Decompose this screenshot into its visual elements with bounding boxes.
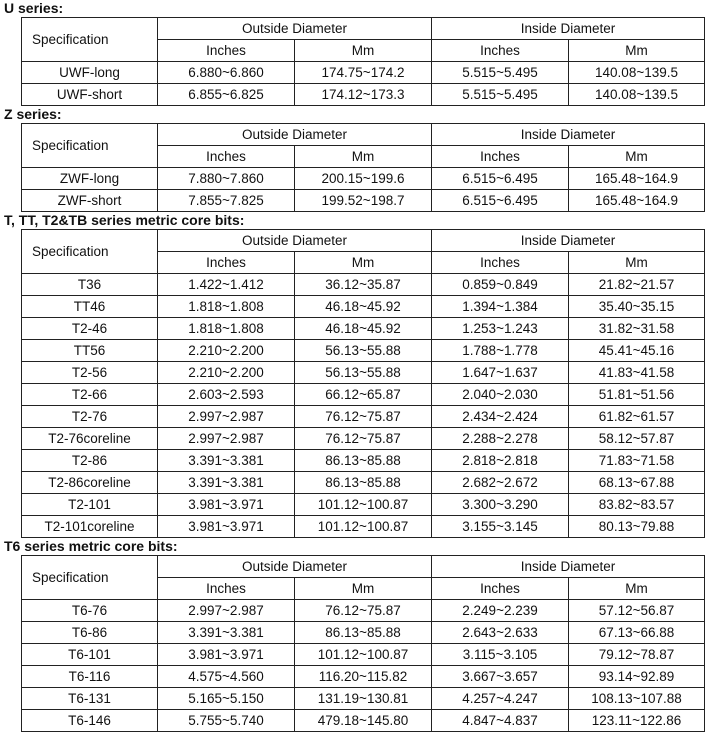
outside-inches-header: Inches <box>158 40 295 62</box>
outside-mm-cell: 101.12~100.87 <box>295 516 432 538</box>
inside-inches-cell: 4.847~4.837 <box>432 710 569 732</box>
inside-inches-cell: 2.249~2.239 <box>432 600 569 622</box>
inside-mm-header: Mm <box>569 578 705 600</box>
outside-inches-cell: 1.818~1.808 <box>158 296 295 318</box>
table-row <box>22 666 705 688</box>
table-row <box>22 296 705 318</box>
spec-cell: T2-101 <box>22 494 158 516</box>
inside-mm-cell: 67.13~66.88 <box>569 622 705 644</box>
inside-inches-header: Inches <box>432 578 569 600</box>
section-title: T6 series metric core bits: <box>4 538 178 554</box>
inside-mm-cell: 21.82~21.57 <box>569 274 705 296</box>
table-row <box>22 494 705 516</box>
inside-mm-cell: 79.12~78.87 <box>569 644 705 666</box>
outside-inches-cell: 2.997~2.987 <box>158 600 295 622</box>
inside-diameter-header: Inside Diameter <box>432 230 705 252</box>
inside-diameter-header: Inside Diameter <box>432 124 705 146</box>
inside-mm-cell: 83.82~83.57 <box>569 494 705 516</box>
outside-mm-header: Mm <box>295 146 432 168</box>
outside-inches-cell: 5.755~5.740 <box>158 710 295 732</box>
specification-header: Specification <box>22 18 158 62</box>
spec-cell: T6-131 <box>22 688 158 710</box>
outside-inches-header: Inches <box>158 146 295 168</box>
table-row <box>22 710 705 732</box>
specification-header: Specification <box>22 230 158 274</box>
outside-mm-cell: 86.13~85.88 <box>295 472 432 494</box>
inside-diameter-header: Inside Diameter <box>432 18 705 40</box>
table-row <box>22 62 705 84</box>
outside-mm-cell: 76.12~75.87 <box>295 428 432 450</box>
outside-inches-cell: 5.165~5.150 <box>158 688 295 710</box>
inside-mm-cell: 71.83~71.58 <box>569 450 705 472</box>
table-row <box>22 340 705 362</box>
outside-inches-cell: 7.880~7.860 <box>158 168 295 190</box>
outside-inches-cell: 3.391~3.381 <box>158 622 295 644</box>
spec-cell: ZWF-short <box>22 190 158 212</box>
table-row <box>22 384 705 406</box>
outside-mm-cell: 174.12~173.3 <box>295 84 432 106</box>
table-row <box>22 274 705 296</box>
table-row <box>22 84 705 106</box>
outside-mm-cell: 101.12~100.87 <box>295 644 432 666</box>
outside-mm-cell: 76.12~75.87 <box>295 406 432 428</box>
inside-diameter-header: Inside Diameter <box>432 556 705 578</box>
inside-inches-cell: 3.667~3.657 <box>432 666 569 688</box>
outside-mm-cell: 46.18~45.92 <box>295 318 432 340</box>
inside-inches-header: Inches <box>432 252 569 274</box>
outside-inches-cell: 1.818~1.808 <box>158 318 295 340</box>
inside-mm-header: Mm <box>569 146 705 168</box>
outside-inches-cell: 4.575~4.560 <box>158 666 295 688</box>
inside-inches-cell: 3.115~3.105 <box>432 644 569 666</box>
table-row <box>22 688 705 710</box>
spec-cell: UWF-short <box>22 84 158 106</box>
spec-cell: T6-116 <box>22 666 158 688</box>
table-row <box>22 472 705 494</box>
spec-table-t6-series-metric-core-bits <box>21 555 705 732</box>
inside-inches-cell: 2.288~2.278 <box>432 428 569 450</box>
spec-cell: T2-66 <box>22 384 158 406</box>
inside-mm-cell: 165.48~164.9 <box>569 168 705 190</box>
table-row <box>22 318 705 340</box>
spec-cell: T2-76coreline <box>22 428 158 450</box>
table-row <box>22 516 705 538</box>
outside-diameter-header: Outside Diameter <box>158 124 432 146</box>
inside-mm-cell: 61.82~61.57 <box>569 406 705 428</box>
table-row <box>22 190 705 212</box>
inside-inches-cell: 1.394~1.384 <box>432 296 569 318</box>
outside-mm-cell: 76.12~75.87 <box>295 600 432 622</box>
outside-mm-cell: 86.13~85.88 <box>295 622 432 644</box>
table-row <box>22 362 705 384</box>
inside-inches-cell: 1.647~1.637 <box>432 362 569 384</box>
section-title: Z series: <box>4 106 62 122</box>
outside-mm-cell: 66.12~65.87 <box>295 384 432 406</box>
section-title: U series: <box>4 0 64 16</box>
header-row <box>22 230 705 252</box>
inside-inches-cell: 3.300~3.290 <box>432 494 569 516</box>
spec-cell: T2-86coreline <box>22 472 158 494</box>
inside-inches-header: Inches <box>432 146 569 168</box>
outside-mm-header: Mm <box>295 40 432 62</box>
outside-inches-cell: 6.880~6.860 <box>158 62 295 84</box>
outside-inches-cell: 3.981~3.971 <box>158 494 295 516</box>
outside-mm-cell: 46.18~45.92 <box>295 296 432 318</box>
spec-cell: ZWF-long <box>22 168 158 190</box>
inside-inches-cell: 2.643~2.633 <box>432 622 569 644</box>
spec-table-u-series <box>21 17 705 106</box>
outside-mm-header: Mm <box>295 578 432 600</box>
outside-inches-cell: 2.997~2.987 <box>158 406 295 428</box>
outside-mm-cell: 116.20~115.82 <box>295 666 432 688</box>
spec-cell: T6-76 <box>22 600 158 622</box>
outside-mm-cell: 56.13~55.88 <box>295 362 432 384</box>
inside-mm-cell: 57.12~56.87 <box>569 600 705 622</box>
table-row <box>22 622 705 644</box>
spec-cell: T2-86 <box>22 450 158 472</box>
inside-inches-cell: 6.515~6.495 <box>432 190 569 212</box>
spec-cell: UWF-long <box>22 62 158 84</box>
inside-mm-cell: 80.13~79.88 <box>569 516 705 538</box>
outside-inches-cell: 3.981~3.971 <box>158 644 295 666</box>
outside-inches-cell: 1.422~1.412 <box>158 274 295 296</box>
outside-inches-header: Inches <box>158 578 295 600</box>
outside-inches-cell: 2.997~2.987 <box>158 428 295 450</box>
outside-inches-cell: 6.855~6.825 <box>158 84 295 106</box>
inside-inches-header: Inches <box>432 40 569 62</box>
outside-mm-cell: 174.75~174.2 <box>295 62 432 84</box>
spec-table-t-tt-t2-tb-series-metric-core-bits <box>21 229 705 538</box>
outside-mm-cell: 199.52~198.7 <box>295 190 432 212</box>
spec-cell: TT46 <box>22 296 158 318</box>
inside-inches-cell: 5.515~5.495 <box>432 84 569 106</box>
spec-cell: T2-56 <box>22 362 158 384</box>
outside-mm-cell: 131.19~130.81 <box>295 688 432 710</box>
header-row <box>22 556 705 578</box>
inside-mm-cell: 140.08~139.5 <box>569 62 705 84</box>
inside-mm-cell: 51.81~51.56 <box>569 384 705 406</box>
spec-cell: T36 <box>22 274 158 296</box>
table-row <box>22 644 705 666</box>
outside-inches-header: Inches <box>158 252 295 274</box>
outside-diameter-header: Outside Diameter <box>158 230 432 252</box>
specification-header: Specification <box>22 556 158 600</box>
spec-cell: T6-86 <box>22 622 158 644</box>
table-row <box>22 168 705 190</box>
outside-diameter-header: Outside Diameter <box>158 18 432 40</box>
inside-inches-cell: 4.257~4.247 <box>432 688 569 710</box>
outside-mm-cell: 86.13~85.88 <box>295 450 432 472</box>
outside-inches-cell: 3.391~3.381 <box>158 472 295 494</box>
outside-mm-cell: 200.15~199.6 <box>295 168 432 190</box>
inside-inches-cell: 2.434~2.424 <box>432 406 569 428</box>
outside-mm-header: Mm <box>295 252 432 274</box>
specification-header: Specification <box>22 124 158 168</box>
outside-mm-cell: 101.12~100.87 <box>295 494 432 516</box>
header-row <box>22 18 705 40</box>
spec-cell: T6-101 <box>22 644 158 666</box>
outside-inches-cell: 3.981~3.971 <box>158 516 295 538</box>
spec-cell: T2-101coreline <box>22 516 158 538</box>
section-title: T, TT, T2&TB series metric core bits: <box>4 212 245 228</box>
spec-cell: T2-46 <box>22 318 158 340</box>
spec-cell: T6-146 <box>22 710 158 732</box>
inside-inches-cell: 1.253~1.243 <box>432 318 569 340</box>
inside-mm-cell: 35.40~35.15 <box>569 296 705 318</box>
inside-mm-cell: 45.41~45.16 <box>569 340 705 362</box>
spec-cell: TT56 <box>22 340 158 362</box>
outside-inches-cell: 2.603~2.593 <box>158 384 295 406</box>
inside-inches-cell: 2.818~2.818 <box>432 450 569 472</box>
inside-inches-cell: 5.515~5.495 <box>432 62 569 84</box>
table-row <box>22 600 705 622</box>
table-row <box>22 406 705 428</box>
inside-mm-cell: 93.14~92.89 <box>569 666 705 688</box>
outside-inches-cell: 7.855~7.825 <box>158 190 295 212</box>
inside-inches-cell: 0.859~0.849 <box>432 274 569 296</box>
table-row <box>22 450 705 472</box>
inside-mm-cell: 41.83~41.58 <box>569 362 705 384</box>
table-row <box>22 428 705 450</box>
outside-mm-cell: 479.18~145.80 <box>295 710 432 732</box>
outside-inches-cell: 3.391~3.381 <box>158 450 295 472</box>
outside-diameter-header: Outside Diameter <box>158 556 432 578</box>
inside-inches-cell: 1.788~1.778 <box>432 340 569 362</box>
inside-inches-cell: 3.155~3.145 <box>432 516 569 538</box>
header-row <box>22 124 705 146</box>
inside-inches-cell: 2.040~2.030 <box>432 384 569 406</box>
inside-mm-cell: 68.13~67.88 <box>569 472 705 494</box>
inside-mm-cell: 165.48~164.9 <box>569 190 705 212</box>
inside-inches-cell: 6.515~6.495 <box>432 168 569 190</box>
inside-mm-cell: 58.12~57.87 <box>569 428 705 450</box>
inside-mm-cell: 140.08~139.5 <box>569 84 705 106</box>
outside-mm-cell: 36.12~35.87 <box>295 274 432 296</box>
outside-mm-cell: 56.13~55.88 <box>295 340 432 362</box>
inside-inches-cell: 2.682~2.672 <box>432 472 569 494</box>
outside-inches-cell: 2.210~2.200 <box>158 362 295 384</box>
inside-mm-header: Mm <box>569 40 705 62</box>
inside-mm-header: Mm <box>569 252 705 274</box>
inside-mm-cell: 31.82~31.58 <box>569 318 705 340</box>
outside-inches-cell: 2.210~2.200 <box>158 340 295 362</box>
inside-mm-cell: 108.13~107.88 <box>569 688 705 710</box>
spec-table-z-series <box>21 123 705 212</box>
spec-cell: T2-76 <box>22 406 158 428</box>
inside-mm-cell: 123.11~122.86 <box>569 710 705 732</box>
